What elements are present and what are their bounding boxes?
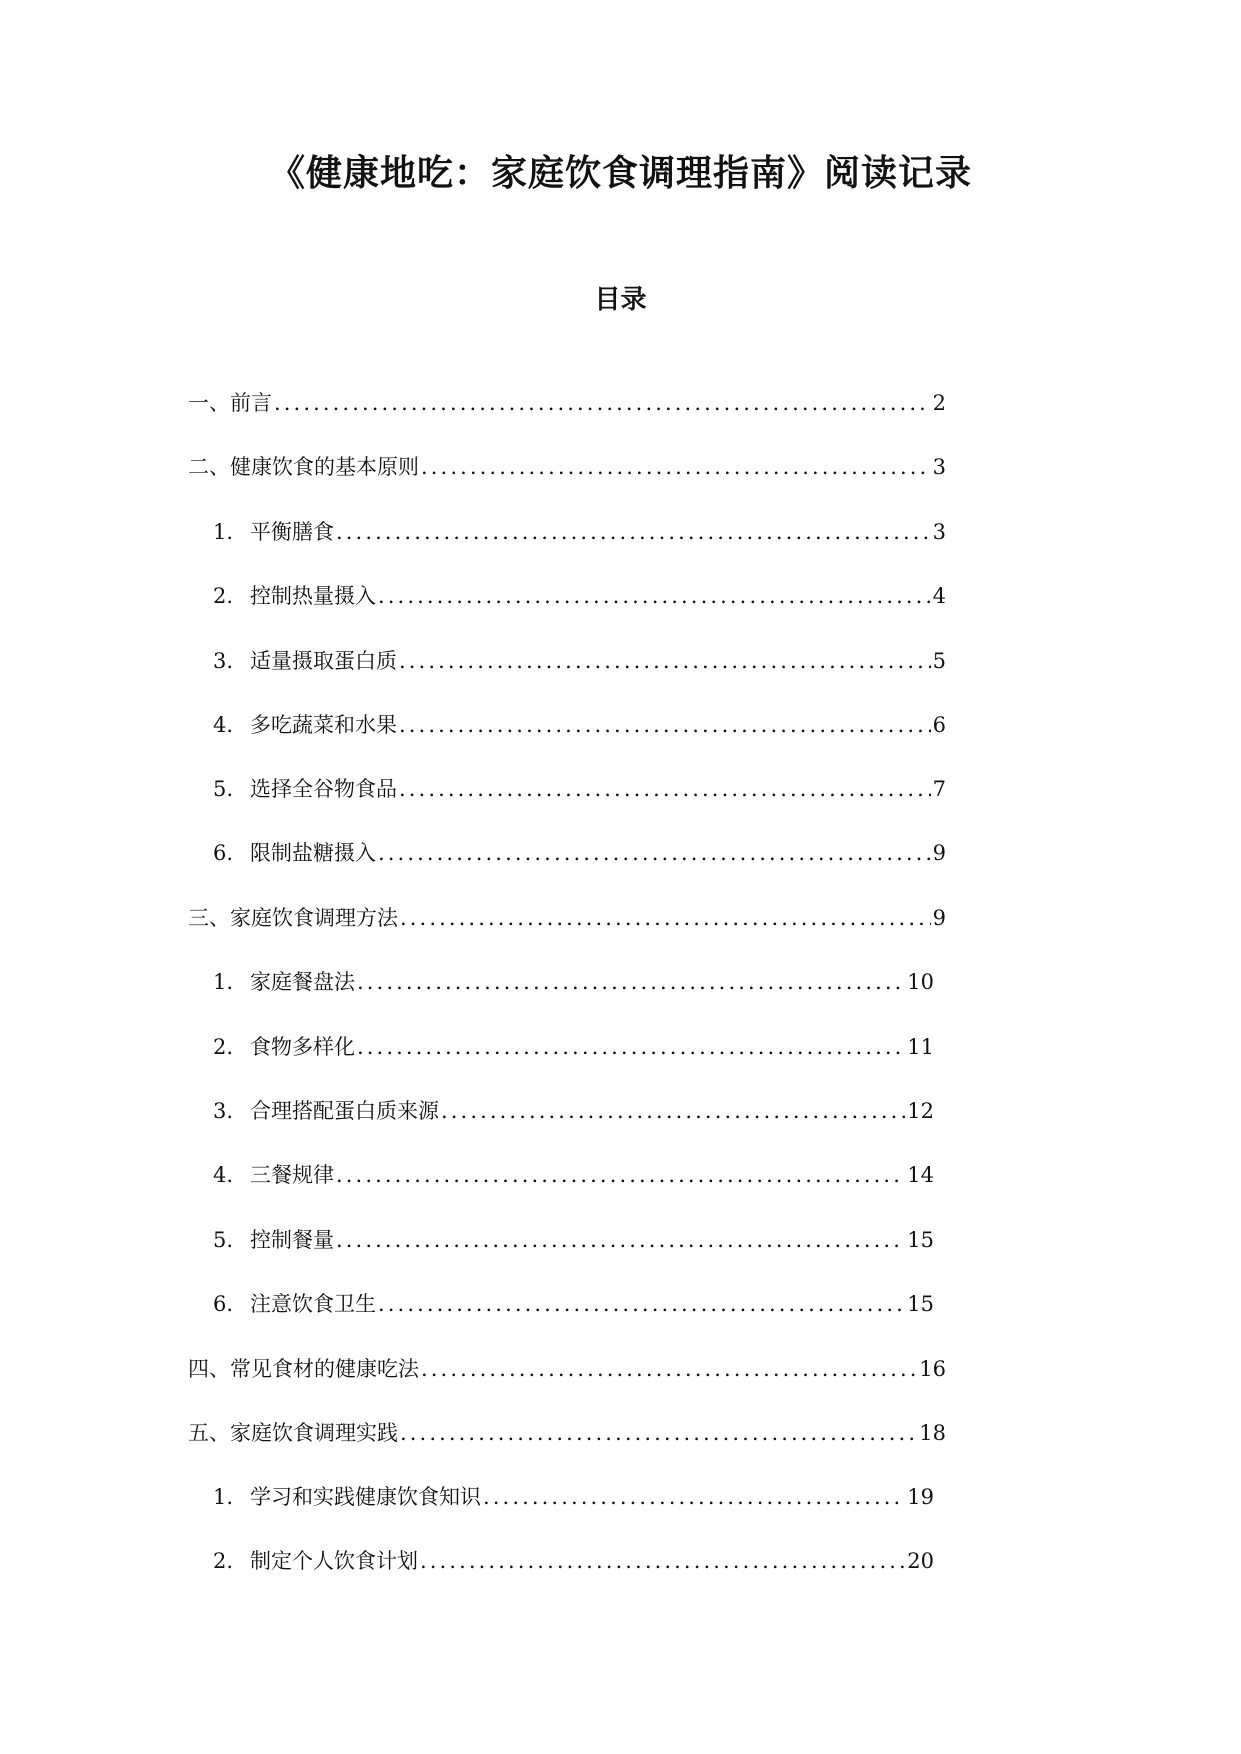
toc-entry-number: 1.	[213, 1485, 234, 1509]
toc-entry-number: 3.	[213, 649, 234, 673]
toc-entry-salt-sugar[interactable]	[213, 833, 946, 873]
toc-entry-label: 一、前言	[188, 391, 272, 415]
toc-entry-page: 6	[932, 713, 946, 737]
toc-entry-vegetables-fruits[interactable]	[213, 705, 946, 745]
toc-leader-dots	[274, 383, 931, 423]
toc-entry-label: 限制盐糖摄入	[250, 841, 376, 865]
toc-entry-page: 9	[932, 906, 946, 930]
toc-entry-page: 4	[932, 584, 946, 608]
toc-entry-number: 3.	[213, 1099, 234, 1123]
toc-entry-portion-control[interactable]	[213, 1220, 934, 1260]
toc-entry-family-plate[interactable]	[213, 962, 934, 1002]
toc-entry-label: 控制餐量	[250, 1228, 334, 1252]
toc-leader-dots	[378, 1284, 905, 1324]
toc-entry-number: 6.	[213, 1292, 234, 1316]
toc-entry-label: 控制热量摄入	[250, 584, 376, 608]
toc-entry-label: 五、家庭饮食调理实践	[188, 1421, 398, 1445]
toc-leader-dots	[483, 1477, 905, 1517]
toc-entry-page: 7	[932, 777, 946, 801]
toc-entry-label: 平衡膳食	[250, 520, 334, 544]
toc-entry-food-variety[interactable]	[213, 1027, 934, 1067]
toc-entry-page: 12	[907, 1099, 934, 1123]
toc-leader-dots	[378, 576, 931, 616]
toc-entry-basic-principles[interactable]	[188, 447, 946, 487]
toc-leader-dots	[378, 833, 931, 873]
toc-entry-page: 20	[907, 1549, 934, 1573]
toc-entry-label: 食物多样化	[250, 1035, 355, 1059]
toc-entry-label: 合理搭配蛋白质来源	[250, 1099, 439, 1123]
toc-entry-page: 16	[919, 1357, 946, 1381]
toc-entry-page: 5	[932, 649, 946, 673]
toc-entry-page: 2	[932, 391, 946, 415]
toc-entry-food-hygiene[interactable]	[213, 1284, 934, 1324]
toc-entry-family-practice[interactable]	[188, 1413, 946, 1453]
toc-entry-label: 多吃蔬菜和水果	[250, 713, 397, 737]
toc-entry-label: 选择全谷物食品	[250, 777, 397, 801]
toc-leader-dots	[399, 705, 931, 745]
toc-entry-page: 9	[932, 841, 946, 865]
toc-entry-label: 二、健康饮食的基本原则	[188, 455, 419, 479]
toc-leader-dots	[421, 447, 931, 487]
toc-leader-dots	[357, 1027, 905, 1067]
toc-entry-label: 三餐规律	[250, 1163, 334, 1187]
toc-entry-balanced-diet[interactable]	[213, 512, 946, 552]
toc-entry-number: 2.	[213, 1549, 234, 1573]
toc-leader-dots	[400, 1413, 917, 1453]
toc-leader-dots	[421, 1349, 917, 1389]
toc-entry-page: 14	[907, 1163, 934, 1187]
toc-entry-whole-grains[interactable]	[213, 769, 946, 809]
toc-entry-number: 1.	[213, 520, 234, 544]
toc-entry-number: 2.	[213, 584, 234, 608]
toc-entry-regular-meals[interactable]	[213, 1155, 934, 1195]
toc-entry-label: 注意饮食卫生	[250, 1292, 376, 1316]
toc-entry-preface[interactable]	[188, 383, 946, 423]
toc-leader-dots	[441, 1091, 905, 1131]
toc-entry-calorie-control[interactable]	[213, 576, 946, 616]
toc-entry-protein-sources[interactable]	[213, 1091, 934, 1131]
toc-entry-page: 10	[907, 970, 934, 994]
toc-entry-learn-knowledge[interactable]	[213, 1477, 934, 1517]
toc-leader-dots	[420, 1541, 905, 1581]
toc-entry-label: 四、常见食材的健康吃法	[188, 1357, 419, 1381]
toc-entry-number: 4.	[213, 1163, 234, 1187]
toc-entry-common-ingredients[interactable]	[188, 1349, 946, 1389]
toc-entry-number: 5.	[213, 1228, 234, 1252]
toc-entry-number: 1.	[213, 970, 234, 994]
toc-leader-dots	[399, 769, 931, 809]
toc-leader-dots	[357, 962, 905, 1002]
toc-leader-dots	[336, 512, 931, 552]
toc-entry-number: 4.	[213, 713, 234, 737]
toc-entry-number: 6.	[213, 841, 234, 865]
toc-entry-personal-plan[interactable]	[213, 1541, 934, 1581]
toc-entry-page: 18	[919, 1421, 946, 1445]
toc-leader-dots	[400, 898, 931, 938]
toc-entry-number: 5.	[213, 777, 234, 801]
document-title: 《健康地吃：家庭饮食调理指南》阅读记录	[268, 153, 972, 194]
toc-entry-label: 三、家庭饮食调理方法	[188, 906, 398, 930]
toc-entry-page: 19	[907, 1485, 934, 1509]
toc-entry-label: 制定个人饮食计划	[250, 1549, 418, 1573]
toc-entry-label: 学习和实践健康饮食知识	[250, 1485, 481, 1509]
toc-leader-dots	[336, 1155, 905, 1195]
toc-entry-page: 15	[907, 1228, 934, 1252]
toc-entry-page: 15	[907, 1292, 934, 1316]
toc-heading: 目录	[594, 285, 647, 315]
toc-entry-page: 3	[932, 520, 946, 544]
toc-entry-page: 3	[932, 455, 946, 479]
toc-entry-label: 适量摄取蛋白质	[250, 649, 397, 673]
toc-entry-number: 2.	[213, 1035, 234, 1059]
toc-entry-label: 家庭餐盘法	[250, 970, 355, 994]
toc-entry-protein-intake[interactable]	[213, 641, 946, 681]
toc-entry-family-methods[interactable]	[188, 898, 946, 938]
toc-entry-page: 11	[907, 1035, 934, 1059]
toc-leader-dots	[336, 1220, 905, 1260]
toc-leader-dots	[399, 641, 931, 681]
